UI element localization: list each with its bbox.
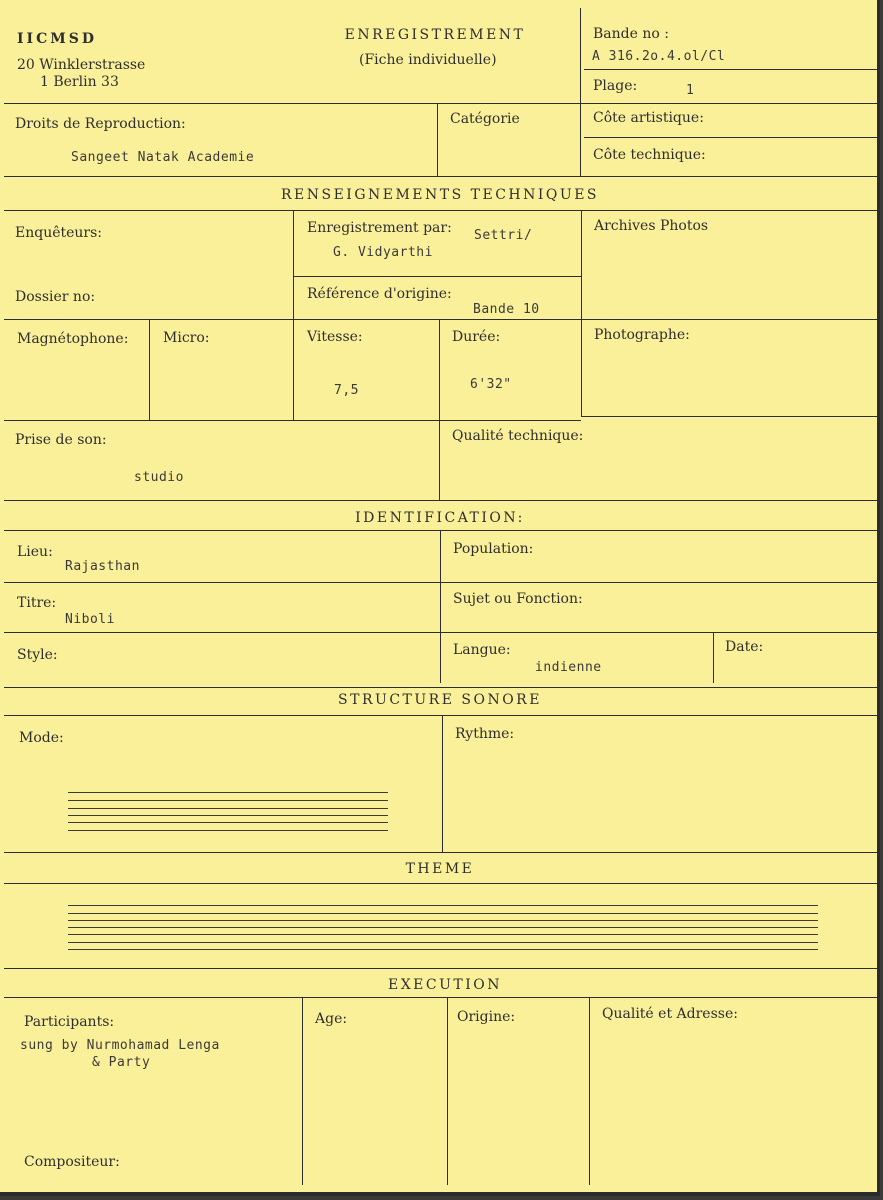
participants-label: Participants: xyxy=(24,1014,115,1030)
divider xyxy=(4,632,880,633)
divider xyxy=(293,276,581,277)
rule-line xyxy=(68,905,818,906)
divider xyxy=(4,530,880,531)
rule-line xyxy=(68,942,818,943)
form-subtitle: (Fiche individuelle) xyxy=(359,52,497,68)
divider xyxy=(4,968,880,969)
section-title-technique: RENSEIGNEMENTS TECHNIQUES xyxy=(280,187,600,203)
enregistrement-par-value: Settri/ xyxy=(474,228,533,243)
date-label: Date: xyxy=(725,639,764,655)
divider xyxy=(437,103,438,176)
address-line-1: 20 Winklerstrasse xyxy=(17,57,146,73)
divider xyxy=(581,416,880,417)
divider xyxy=(4,883,880,884)
section-title-theme: THEME xyxy=(405,861,475,877)
origine-label: Origine: xyxy=(457,1009,516,1025)
divider xyxy=(4,210,880,211)
participants-value: sung by Nurmohamad Lenga xyxy=(20,1038,220,1053)
participants-value-2: & Party xyxy=(92,1055,151,1070)
rule-line xyxy=(68,934,818,935)
rule-line xyxy=(68,808,388,809)
divider xyxy=(439,319,440,500)
section-title-identification: IDENTIFICATION: xyxy=(355,510,525,526)
photographe-label: Photographe: xyxy=(594,327,690,343)
rule-line xyxy=(68,792,388,793)
rule-line xyxy=(68,800,388,801)
rule-line xyxy=(68,822,388,823)
categorie-label: Catégorie xyxy=(450,111,520,127)
plage-label: Plage: xyxy=(593,78,638,94)
lieu-value: Rajasthan xyxy=(65,559,140,574)
divider xyxy=(589,997,590,1185)
langue-value: indienne xyxy=(535,660,602,675)
cote-technique-label: Côte technique: xyxy=(593,147,706,163)
divider xyxy=(713,632,714,683)
address-line-2: 1 Berlin 33 xyxy=(40,74,119,90)
divider xyxy=(4,582,880,583)
qualite-adresse-label: Qualité et Adresse: xyxy=(602,1006,738,1022)
rythme-label: Rythme: xyxy=(455,726,515,742)
divider xyxy=(584,137,880,138)
divider xyxy=(4,997,880,998)
bande-label: Bande no : xyxy=(593,26,669,42)
divider xyxy=(4,687,880,688)
divider xyxy=(447,997,448,1185)
enregistrement-par-value-2: G. Vidyarthi xyxy=(333,245,433,260)
style-label: Style: xyxy=(17,647,58,663)
divider xyxy=(442,715,443,852)
divider xyxy=(4,319,880,320)
reference-value: Bande 10 xyxy=(473,302,540,317)
droits-value: Sangeet Natak Academie xyxy=(71,150,255,165)
duree-label: Durée: xyxy=(452,329,501,345)
rule-line xyxy=(68,920,818,921)
dossier-label: Dossier no: xyxy=(15,289,96,305)
form-title: ENREGISTREMENT xyxy=(344,27,526,43)
titre-value: Niboli xyxy=(65,612,115,627)
divider xyxy=(584,69,880,70)
rule-line xyxy=(68,913,818,914)
rule-line xyxy=(68,927,818,928)
magnetophone-label: Magnétophone: xyxy=(17,331,129,347)
sujet-label: Sujet ou Fonction: xyxy=(453,591,583,607)
rule-line xyxy=(68,949,818,950)
langue-label: Langue: xyxy=(453,642,511,658)
divider xyxy=(4,103,880,104)
mode-label: Mode: xyxy=(19,730,64,746)
section-title-execution: EXECUTION xyxy=(387,977,502,993)
divider xyxy=(4,176,880,177)
titre-label: Titre: xyxy=(17,595,57,611)
divider xyxy=(581,210,582,416)
divider xyxy=(4,852,880,853)
droits-label: Droits de Reproduction: xyxy=(15,116,186,132)
prise-de-son-value: studio xyxy=(134,470,184,485)
divider xyxy=(4,420,581,421)
qualite-technique-label: Qualité technique: xyxy=(452,428,584,444)
vitesse-label: Vitesse: xyxy=(307,329,363,345)
lieu-label: Lieu: xyxy=(17,544,53,560)
plage-value: 1 xyxy=(686,83,695,98)
divider xyxy=(293,210,294,420)
institute-logo: IICMSD xyxy=(17,31,97,47)
section-title-structure: STRUCTURE SONORE xyxy=(338,692,542,708)
archives-photos-label: Archives Photos xyxy=(594,218,709,234)
divider xyxy=(4,500,880,501)
vitesse-value: 7,5 xyxy=(334,383,359,398)
compositeur-label: Compositeur: xyxy=(24,1154,120,1170)
cote-artistique-label: Côte artistique: xyxy=(593,110,704,126)
reference-label: Référence d'origine: xyxy=(307,286,452,302)
rule-line xyxy=(68,815,388,816)
prise-de-son-label: Prise de son: xyxy=(15,432,107,448)
enregistrement-par-label: Enregistrement par: xyxy=(307,220,452,236)
age-label: Age: xyxy=(315,1011,348,1027)
duree-value: 6'32" xyxy=(470,377,512,392)
divider xyxy=(440,530,441,683)
divider xyxy=(149,319,150,420)
enqueteurs-label: Enquêteurs: xyxy=(15,225,103,241)
micro-label: Micro: xyxy=(163,330,210,346)
rule-line xyxy=(68,830,388,831)
divider xyxy=(580,8,581,176)
population-label: Population: xyxy=(453,541,534,557)
divider xyxy=(302,997,303,1185)
bande-value: A 316.2o.4.ol/Cl xyxy=(592,49,726,64)
